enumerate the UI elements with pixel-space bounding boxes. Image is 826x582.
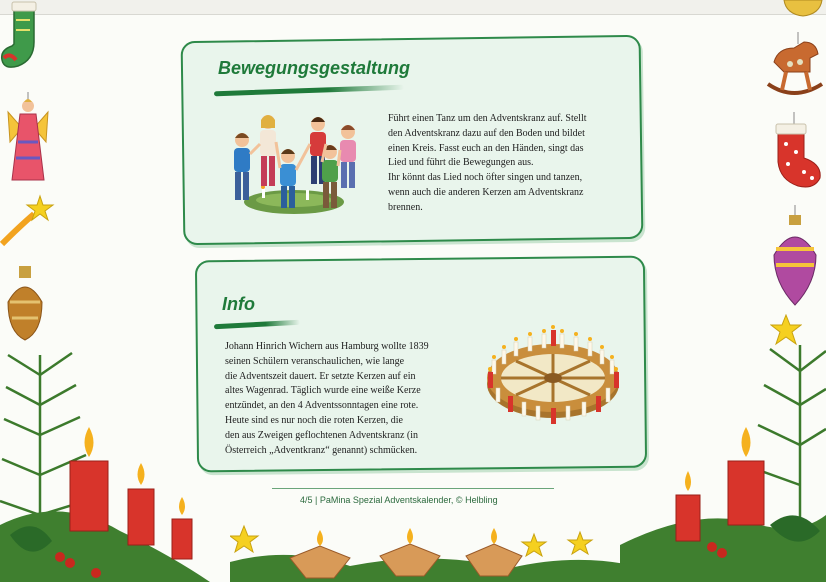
movement-line: brennen. bbox=[388, 201, 423, 213]
rocking-horse-icon bbox=[764, 32, 826, 104]
movement-line: Ihr könnt das Lied noch öfter singen und tanzen, bbox=[388, 172, 583, 184]
movement-section-title: Bewegungsgestaltung bbox=[218, 58, 411, 78]
movement-line: Führt einen Tanz um den Adventskranz auf. Stellt bbox=[388, 113, 587, 124]
movement-instructions bbox=[388, 112, 638, 216]
shooting-star-icon bbox=[0, 192, 56, 248]
christmas-ball-ornament-icon bbox=[770, 205, 820, 309]
movement-line: den Adventskranz dazu auf den Boden und bildet bbox=[388, 127, 585, 139]
page-footer: 4/5 | PaMina Spezial Adventskalender, © Helbling bbox=[300, 495, 498, 505]
wagon-wheel-wreath-illustration bbox=[478, 318, 628, 428]
movement-line: Lied und führt die Bewegungen aus. bbox=[388, 157, 534, 169]
info-line: Heute sind es nur noch die roten Kerzen, die bbox=[225, 414, 403, 426]
info-line: seinen Schülern veranschaulichen, wie lange bbox=[225, 355, 405, 367]
bottom-border-decoration bbox=[230, 506, 626, 582]
info-line: die Adventszeit dauert. Er setzte Kerzen auf ein bbox=[225, 370, 416, 382]
info-line: Johann Hinrich Wichern aus Hamburg wollte 1839 bbox=[225, 341, 429, 352]
movement-line: wenn auch die anderen Kerzen am Adventskranz bbox=[388, 186, 584, 198]
fir-branch-right-decoration bbox=[620, 335, 826, 582]
red-stocking-icon bbox=[768, 112, 826, 190]
movement-line: einen Kreis. Fasst euch an den Händen, singt das bbox=[388, 142, 584, 154]
info-line: Österreich „Adventkranz“ genannt) schmücken. bbox=[225, 444, 418, 456]
bauble-ornament-icon bbox=[4, 262, 46, 342]
page-top-edge bbox=[0, 0, 826, 15]
christmas-stocking-icon bbox=[0, 0, 50, 78]
fir-branch-left-decoration bbox=[0, 335, 210, 582]
info-line: altes Wagenrad. Täglich wurde eine weiße Kerze bbox=[225, 385, 421, 397]
bell-ornament-icon bbox=[780, 0, 826, 18]
angel-ornament-icon bbox=[2, 92, 54, 190]
info-line: entzündet, an den 4 Adventssonntagen eine rote. bbox=[225, 400, 419, 412]
footer-rule bbox=[272, 488, 554, 489]
info-text bbox=[225, 340, 470, 458]
info-section-title: Info bbox=[222, 294, 255, 314]
info-line: den aus Zweigen geflochtenen Adventskranz (in bbox=[225, 429, 418, 441]
dancing-children-illustration bbox=[222, 110, 372, 222]
